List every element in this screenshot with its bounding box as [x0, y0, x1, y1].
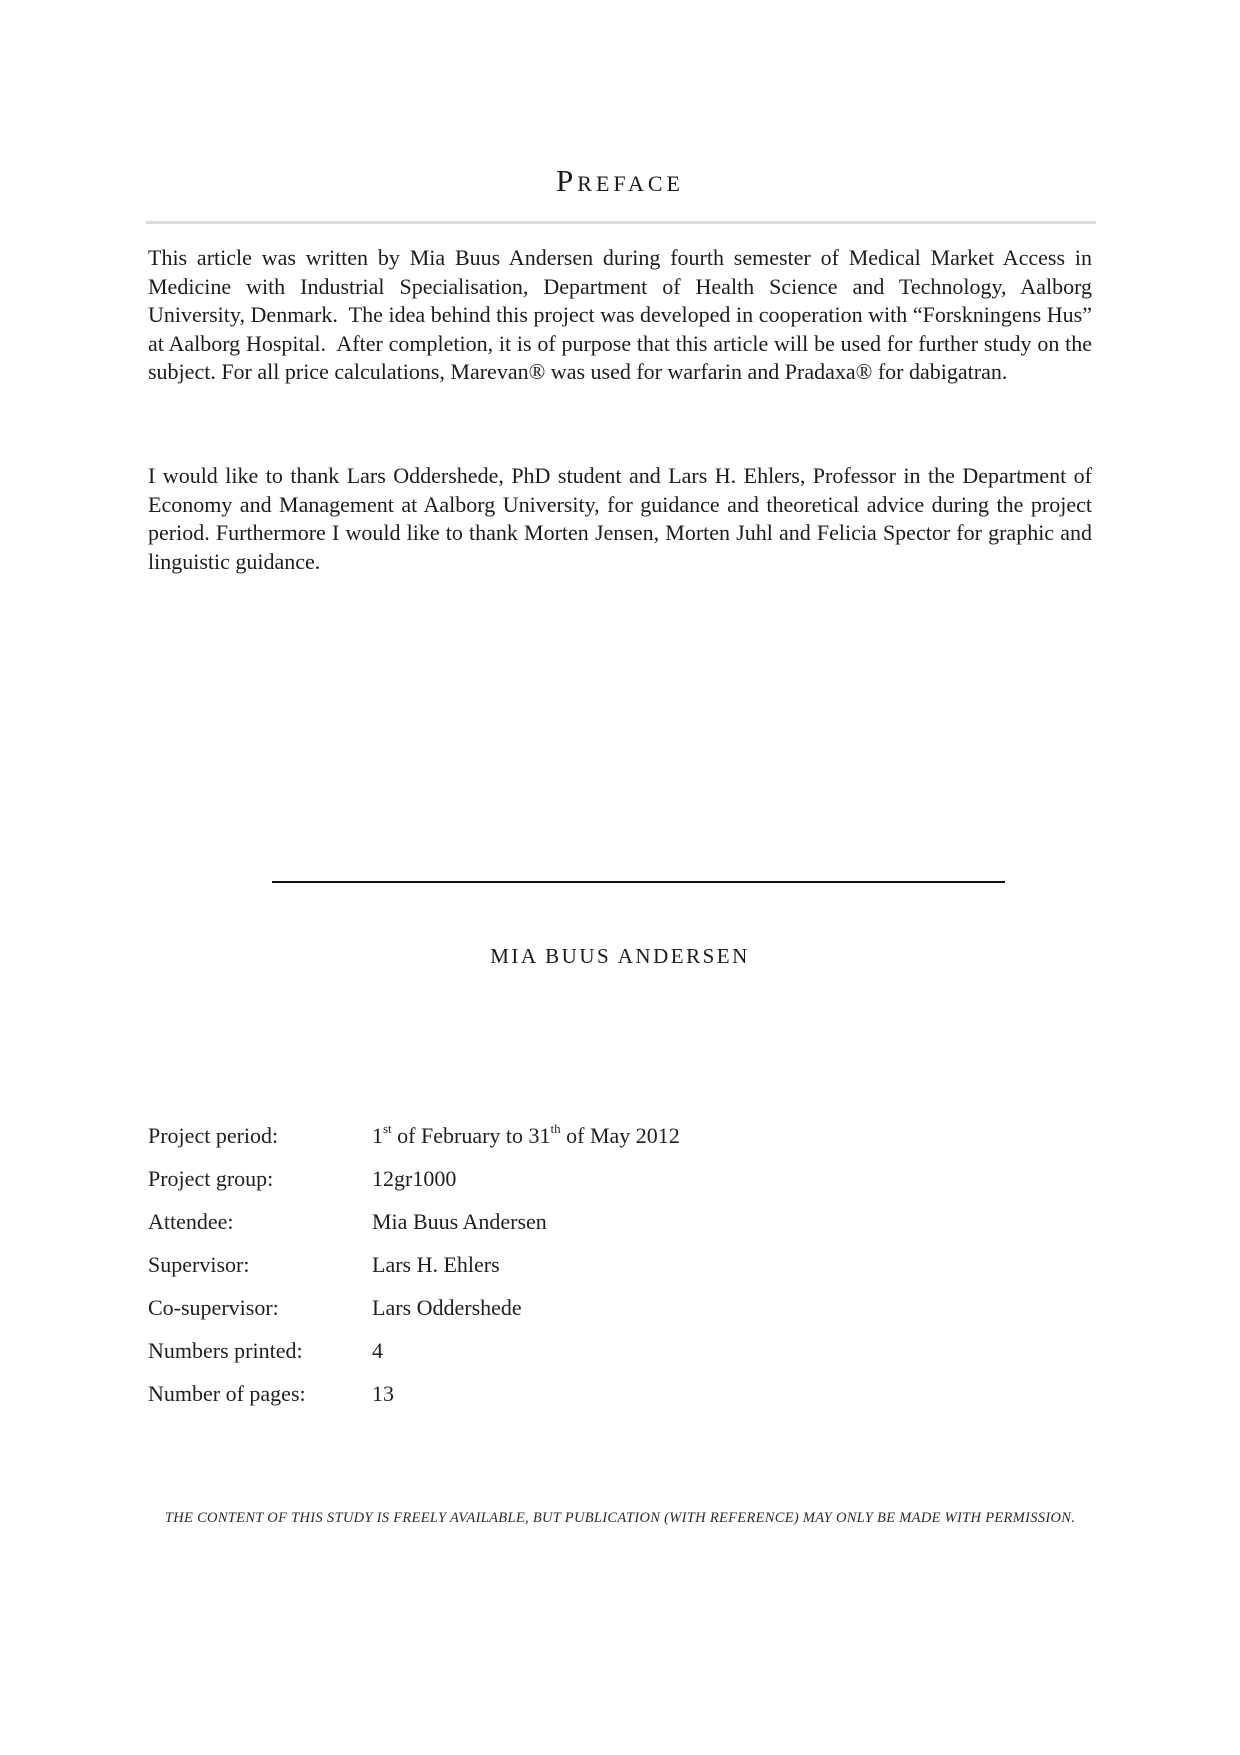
detail-row-supervisor	[148, 1251, 848, 1294]
period-ordinal-start: st	[383, 1120, 392, 1136]
signature-name: MIA BUUS ANDERSEN	[490, 944, 750, 968]
detail-value-co-supervisor: Lars Oddershede	[372, 1295, 522, 1320]
detail-row-number-of-pages	[148, 1380, 848, 1423]
detail-row-project-period	[148, 1122, 848, 1165]
title-divider-rule	[146, 221, 1096, 224]
permission-notice: THE CONTENT OF THIS STUDY IS FREELY AVAILABLE, BUT PUBLICATION (WITH REFERENCE) MAY ONLY BE MADE WITH PERMISSION.	[164, 1510, 1076, 1526]
preface-paragraph-2: I would like to thank Lars Oddershede, PhD student and Lars H. Ehlers, Professor in the Department of Economy and Management at Aalborg University, for guidance and theoretical advice during the project period. Furthermore I would like to thank Morten Jensen, Morten Juhl and Felicia Spector for graphic and linguistic guidance.	[148, 463, 1098, 574]
detail-value-number-of-pages: 13	[372, 1381, 394, 1406]
detail-value-supervisor: Lars H. Ehlers	[372, 1252, 500, 1277]
detail-label-co-supervisor: Co-supervisor:	[148, 1295, 279, 1320]
page-title: PREFACE	[556, 163, 684, 198]
detail-label-project-group: Project group:	[148, 1166, 274, 1191]
detail-value-project-period	[372, 1122, 680, 1149]
period-rest: of May 2012	[560, 1123, 680, 1148]
detail-label-number-of-pages: Number of pages:	[148, 1381, 306, 1406]
detail-row-co-supervisor	[148, 1294, 848, 1337]
detail-row-numbers-printed	[148, 1337, 848, 1380]
detail-value-numbers-printed: 4	[372, 1338, 383, 1363]
period-middle: of February to 31	[391, 1123, 551, 1148]
detail-row-project-group	[148, 1165, 848, 1208]
project-details-list	[148, 1122, 848, 1423]
signature-line	[272, 881, 1005, 883]
preface-paragraph-1: This article was written by Mia Buus Andersen during fourth semester of Medical Market Access in Medicine with Industrial Specialisation, Department of Health Science and Technology, Aalborg University, Denmark. The idea behind this project was developed in cooperation with “Forskningens Hus” at Aalborg Hospital. After completion, it is of purpose that this article will be used for further study on the subject. For all price calculations, Marevan® was used for warfarin and Pradaxa® for dabigatran.	[148, 245, 1098, 384]
detail-label-project-period: Project period:	[148, 1123, 279, 1148]
detail-value-project-group: 12gr1000	[372, 1166, 457, 1191]
detail-label-numbers-printed: Numbers printed:	[148, 1338, 303, 1363]
detail-row-attendee	[148, 1208, 848, 1251]
detail-label-supervisor: Supervisor:	[148, 1252, 250, 1277]
detail-value-attendee: Mia Buus Andersen	[372, 1209, 547, 1234]
period-day-start: 1	[372, 1123, 383, 1148]
period-ordinal-end: th	[550, 1120, 561, 1136]
detail-label-attendee: Attendee:	[148, 1209, 234, 1234]
